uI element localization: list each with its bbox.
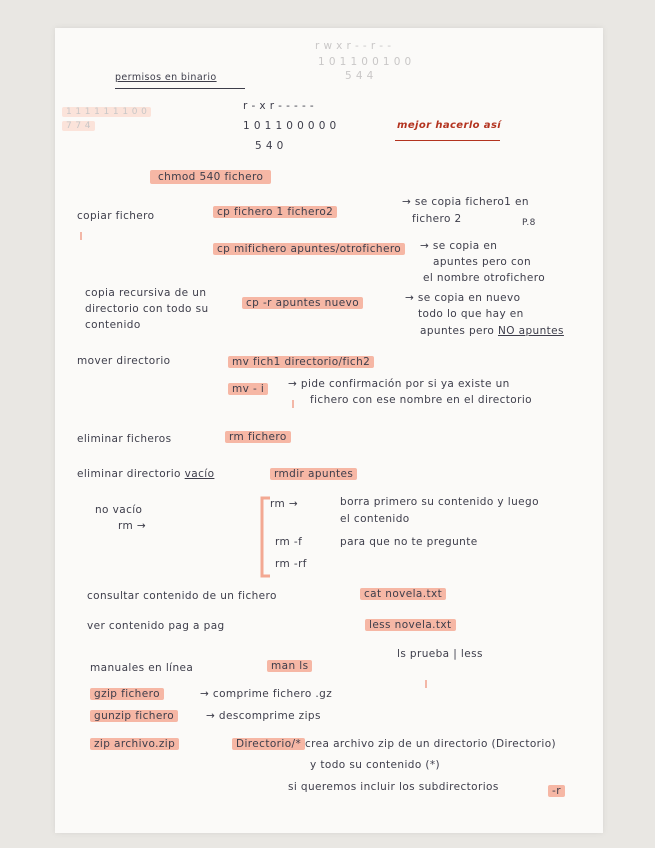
rm-option1-desc2: el contenido: [340, 513, 410, 525]
no-vacio-label: no vacío: [95, 504, 143, 516]
recursivo-desc3: [420, 325, 564, 337]
consultar-command: cat novela.txt: [360, 588, 446, 600]
gzip-command: gzip fichero: [90, 688, 164, 700]
mover-command: mv fich1 directorio/fich2: [228, 356, 374, 368]
faint-nums-top: 5 4 4: [345, 70, 374, 82]
copiar2-desc2: apuntes pero con: [433, 256, 532, 268]
mover-desc2: fichero con ese nombre en el directorio: [310, 394, 532, 406]
ver-example: ls prueba | less: [397, 648, 483, 660]
recursivo-label1: copia recursiva de un: [85, 287, 207, 299]
rm-option1: rm →: [270, 498, 299, 510]
title-underline: [115, 88, 245, 89]
rm-option2-desc: para que no te pregunte: [340, 536, 478, 548]
recursivo-label2: directorio con todo su: [85, 303, 209, 315]
recursivo-desc3-text: apuntes pero: [420, 325, 495, 337]
note-underline: [395, 140, 500, 141]
eliminar-dir-label-text: eliminar directorio: [77, 468, 181, 480]
consultar-label: consultar contenido de un fichero: [87, 590, 277, 602]
manuales-label: manuales en línea: [90, 662, 194, 674]
rm-option2: rm -f: [275, 536, 303, 548]
zip-desc2: y todo su contenido (*): [310, 759, 441, 771]
ver-command: less novela.txt: [365, 619, 456, 631]
recursivo-label3: contenido: [85, 319, 141, 331]
page-title: permisos en binario: [115, 72, 217, 83]
binary-nums: 5 4 0: [255, 140, 284, 152]
copiar2-desc1: → se copia en: [420, 240, 498, 252]
margin-tick: [292, 400, 294, 408]
faint-left-row1: 1 1 1 1 1 1 1 0 0: [62, 107, 151, 117]
recursivo-command: cp -r apuntes nuevo: [242, 297, 363, 309]
eliminar-dir-label: [77, 468, 214, 480]
margin-tick: [425, 680, 427, 688]
chmod-command: chmod 540 fichero: [150, 170, 271, 184]
faint-bits-top: 1 0 1 1 0 0 1 0 0: [318, 56, 412, 68]
margin-tick: [80, 232, 82, 240]
gunzip-command: gunzip fichero: [90, 710, 178, 722]
recursivo-desc2: todo lo que hay en: [418, 308, 524, 320]
copiar-note: P.8: [522, 218, 536, 228]
zip-flag: -r: [548, 785, 565, 797]
recursivo-desc3-emphasis: NO apuntes: [497, 325, 564, 337]
mover-interactive-command: mv - i: [228, 383, 268, 395]
eliminar-dir-label-vacio: vacío: [184, 468, 215, 480]
rm-option1-desc1: borra primero su contenido y luego: [340, 496, 539, 508]
ver-label: ver contenido pag a pag: [87, 620, 225, 632]
gunzip-desc: → descomprime zips: [206, 710, 321, 722]
faint-left-row2: 7 7 4: [62, 121, 95, 131]
copiar-desc1: → se copia fichero1 en: [402, 196, 529, 208]
binary-perms: r - x r - - - - -: [243, 100, 315, 112]
eliminar-command: rm fichero: [225, 431, 291, 443]
copiar-command: cp fichero 1 fichero2: [213, 206, 337, 218]
rm-option3: rm -rf: [275, 558, 307, 570]
binary-bits: 1 0 1 1 0 0 0 0 0: [243, 120, 337, 132]
copiar-label: copiar fichero: [77, 210, 155, 222]
copiar-desc2: fichero 2: [412, 213, 462, 225]
eliminar-label: eliminar ficheros: [77, 433, 172, 445]
gzip-desc: → comprime fichero .gz: [200, 688, 333, 700]
binary-note: mejor hacerlo así: [397, 120, 502, 131]
zip-command: zip archivo.zip: [90, 738, 179, 750]
faint-perm-top: r w x r - - r - -: [315, 40, 392, 52]
zip-desc1: crea archivo zip de un directorio (Directorio): [305, 738, 557, 750]
copiar2-command: cp mifichero apuntes/otrofichero: [213, 243, 405, 255]
zip-desc3: si queremos incluir los subdirectorios: [288, 781, 499, 793]
eliminar-dir-command: rmdir apuntes: [270, 468, 357, 480]
mover-label: mover directorio: [77, 355, 171, 367]
zip-command-target: Directorio/*: [232, 738, 305, 750]
mover-desc1: → pide confirmación por si ya existe un: [288, 378, 510, 390]
recursivo-desc1: → se copia en nuevo: [405, 292, 521, 304]
manuales-command: man ls: [267, 660, 312, 672]
rm-arrow: rm →: [118, 520, 147, 532]
copiar2-desc3: el nombre otrofichero: [423, 272, 546, 284]
